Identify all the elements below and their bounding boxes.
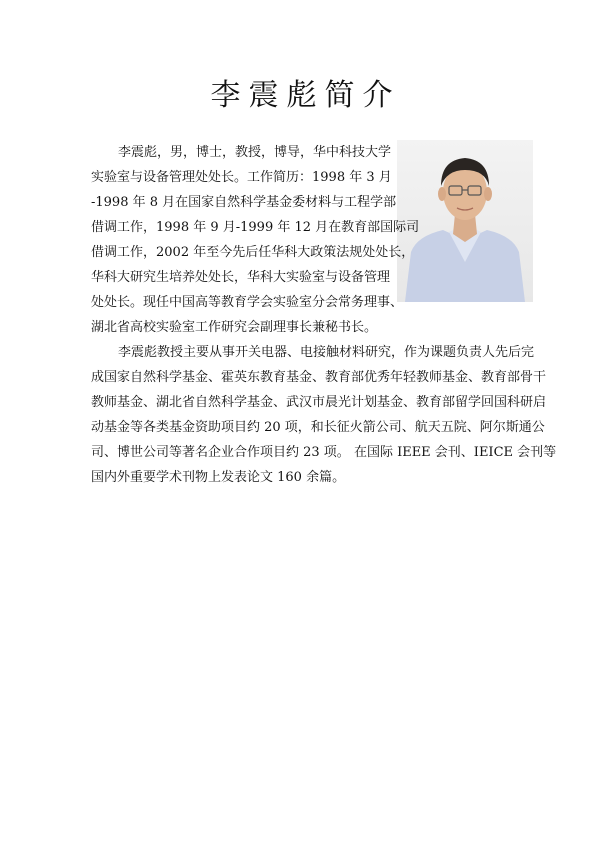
bio-line: 处处长。现任中国高等教育学会实验室分会常务理事、 xyxy=(91,295,404,310)
bio-line: 湖北省高校实验室工作研究会副理事长兼秘书长。 xyxy=(91,320,378,335)
bio-line: 成国家自然科学基金、霍英东教育基金、教育部优秀年轻教师基金、教育部骨干 xyxy=(91,370,547,385)
bio-line: 司、博世公司等著名企业合作项目约 23 项。 在国际 IEEE 会刊、IEICE 会刊等 xyxy=(91,445,557,460)
bio-line: 实验室与设备管理处处长。工作简历：1998 年 3 月 xyxy=(91,170,392,185)
bio-line: -1998 年 8 月在国家自然科学基金委材料与工程学部 xyxy=(91,195,397,210)
bio-line: 借调工作，1998 年 9 月-1999 年 12 月在教育部国际司 xyxy=(91,220,420,235)
page-title: 李震彪简介 xyxy=(210,78,401,113)
bio-line: 国内外重要学术刊物上发表论文 160 余篇。 xyxy=(91,470,346,485)
bio-line: 动基金等各类基金资助项目约 20 项，和长征火箭公司、航天五院、阿尔斯通公 xyxy=(91,420,545,435)
bio-line: 华科大研究生培养处处长，华科大实验室与设备管理 xyxy=(91,270,391,285)
bio-line: 李震彪教授主要从事开关电器、电接触材料研究，作为课题负责人先后完 xyxy=(118,345,535,360)
bio-line: 教师基金、湖北省自然科学基金、武汉市晨光计划基金、教育部留学回国科研启 xyxy=(91,395,547,410)
bio-line: 借调工作，2002 年至今先后任华科大政策法规处处长， xyxy=(91,245,415,260)
bio-line: 李震彪，男，博士，教授，博导，华中科技大学 xyxy=(118,145,392,160)
